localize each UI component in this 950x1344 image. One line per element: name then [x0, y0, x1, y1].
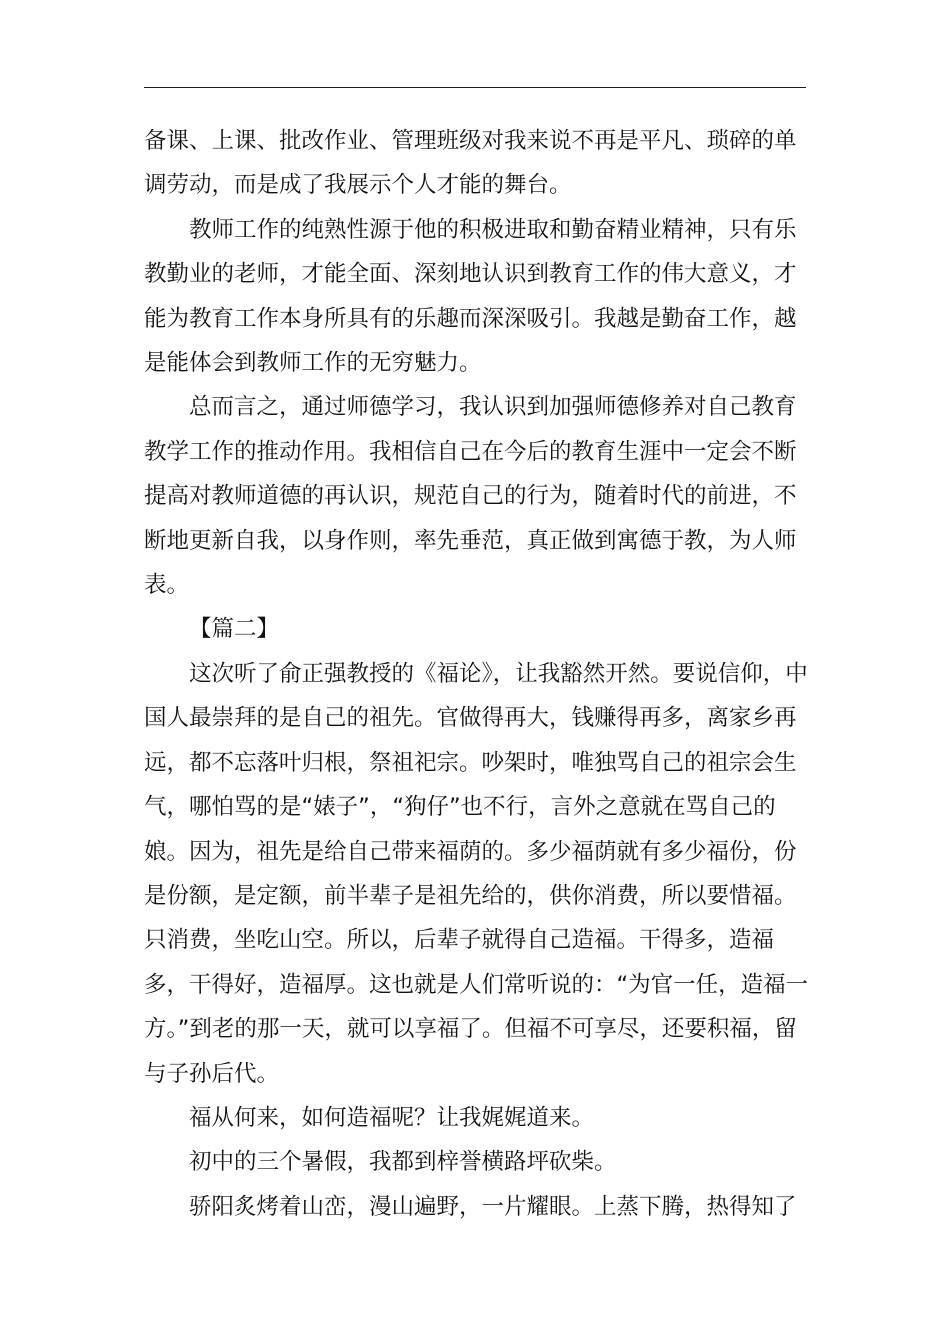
paragraph-2: 教师工作的纯熟性源于他的积极进取和勤奋精业精神，只有乐教勤业的老师，才能全面、深刻地认识到教育工作的伟大意义，才能为教育工作本身所具有的乐趣而深深吸引。我越是勤奋工作，越是能体会到教师工作的无穷魅力。 [144, 216, 797, 377]
paragraph-7: 骄阳炙烤着山峦，漫山遍野，一片耀眼。上蒸下腾，热得知了 [189, 1193, 797, 1220]
section-heading: 【篇二】 [189, 616, 280, 643]
paragraph-6: 初中的三个暑假，我都到梓誉横路坪砍柴。 [189, 1149, 617, 1176]
paragraph-5: 福从何来，如何造福呢？让我娓娓道来。 [189, 1104, 595, 1131]
document-body [144, 119, 812, 1229]
paragraph-1: 备课、上课、批改作业、管理班级对我来说不再是平凡、琐碎的单调劳动，而是成了我展示个人才能的舞台。 [144, 128, 797, 199]
header-rule [144, 87, 806, 88]
paragraph-4: 这次听了俞正强教授的《福论》，让我豁然开然。要说信仰，中国人最崇拜的是自己的祖先。官做得再大，钱赚得再多，离家乡再远，都不忘落叶归根，祭祖祀宗。吵架时，唯独骂自己的祖宗会生气，哪怕骂的是“婊子”，“狗仔”也不行，言外之意就在骂自己的娘。因为，祖先是给自己带来福荫的。多少福荫就有多少福份，份是份额，是定额，前半辈子是祖先给的，供你消费，所以要惜福。只消费，坐吃山空。所以，后辈子就得自己造福。干得多，造福多，干得好，造福厚。这也就是人们常听说的：“为官一任，造福一方。”到老的那一天，就可以享福了。但福不可享尽，还要积福，留与子孙后代。 [144, 660, 809, 1087]
paragraph-3: 总而言之，通过师德学习，我认识到加强师德修养对自己教育教学工作的推动作用。我相信自己在今后的教育生涯中一定会不断提高对教师道德的再认识，规范自己的行为，随着时代的前进，不断地更新自我，以身作则，率先垂范，真正做到寓德于教，为人师表。 [144, 394, 797, 599]
